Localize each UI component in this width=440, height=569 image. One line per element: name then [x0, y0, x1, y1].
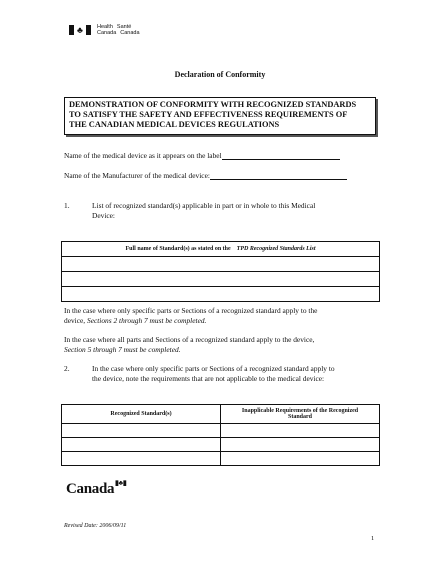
table-cell[interactable]	[221, 452, 380, 466]
col-recognized-standards: Recognized Standard(s)	[62, 405, 221, 424]
health-canada-logo	[69, 24, 159, 38]
manufacturer-blank[interactable]	[210, 171, 347, 180]
table-cell[interactable]	[221, 438, 380, 452]
department-name: Health Santé Canada Canada	[97, 24, 140, 37]
table-row[interactable]	[62, 272, 380, 287]
device-name-field: Name of the medical device as it appears on the label	[64, 151, 340, 160]
standards-table	[61, 241, 380, 302]
instruction-full: In the case where all parts and Sections of a recognized standard apply to the device, Section 5 through 7 must be completed.	[64, 335, 315, 354]
table-cell[interactable]	[221, 424, 380, 438]
table-row[interactable]	[62, 257, 380, 272]
table-row[interactable]	[62, 287, 380, 302]
table-cell[interactable]	[62, 452, 221, 466]
manufacturer-field: Name of the Manufacturer of the medical device:	[64, 171, 347, 180]
canada-flag-icon: ♣	[69, 25, 91, 35]
canada-wordmark: Canada ▮♣▮	[66, 479, 127, 497]
revised-date: Revised Date: 2006/09/11	[64, 523, 127, 529]
conformity-banner: DEMONSTRATION OF CONFORMITY WITH RECOGNIZED STANDARDS TO SATISFY THE SAFETY AND EFFECTIVENESS REQUIREMENTS OF THE CANADIAN MEDICAL DEVICES REGULATIONS	[64, 97, 376, 135]
device-name-blank[interactable]	[222, 151, 340, 160]
col-inapplicable-requirements: Inapplicable Requirements of the Recognized Standard	[221, 405, 380, 424]
page-title: Declaration of Conformity	[174, 70, 266, 79]
inapplicable-requirements-table	[61, 404, 380, 466]
page-number: 1	[371, 535, 375, 542]
item-2: 2. In the case where only specific parts or Sections of a recognized standard apply to the device, note the requirements that are not applicable to the medical device:	[64, 364, 335, 383]
wordmark-flag-icon: ▮♣▮	[115, 479, 127, 487]
standards-table-header: Full name of Standard(s) as stated on the TPD Recognized Standards List	[62, 242, 380, 257]
table-cell[interactable]	[62, 424, 221, 438]
item-1: 1. List of recognized standard(s) applicable in part or in whole to this Medical Device:	[64, 201, 316, 220]
table-cell[interactable]	[62, 438, 221, 452]
instruction-partial: In the case where only specific parts or Sections of a recognized standard apply to the device, Sections 2 through 7 must be completed.	[64, 306, 318, 325]
